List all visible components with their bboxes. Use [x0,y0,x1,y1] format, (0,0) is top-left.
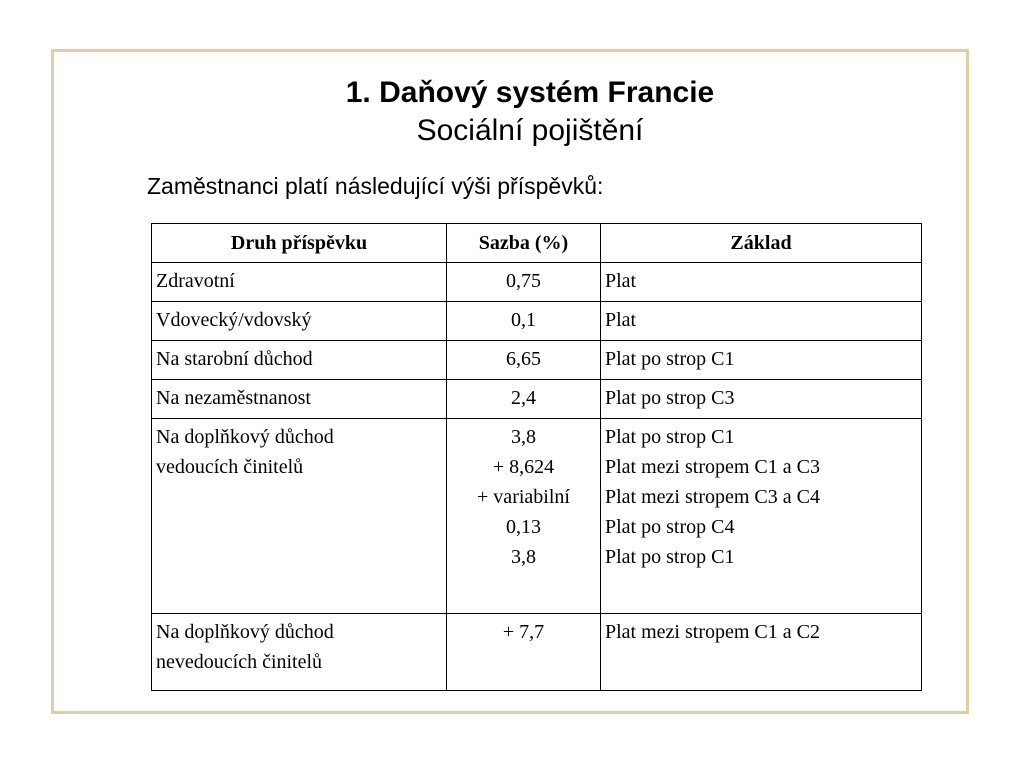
table-header-row [152,224,922,263]
cell-contribution-type-line: Vdovecký/vdovský [156,309,312,331]
table-row [152,263,922,302]
cell-contribution-type [152,302,447,341]
cell-rate-line: 0,13 [506,516,541,538]
cell-rate-line: + variabilní [477,486,570,508]
cell-rate-line: 2,4 [511,387,536,409]
cell-contribution-type-line: nevedoucích činitelů [156,651,323,673]
contributions-table [151,223,922,691]
cell-base-line: Plat mezi stropem C1 a C2 [605,621,820,643]
cell-base [601,263,922,302]
cell-contribution-type-line: Zdravotní [156,270,235,292]
cell-base-line: Plat po strop C4 [605,516,735,538]
cell-base [601,419,922,614]
cell-rate [447,380,601,419]
header-rate: Sazba (%) [447,224,601,263]
cell-contribution-type [152,380,447,419]
cell-base-line: Plat po strop C1 [605,348,735,370]
cell-rate-line: 3,8 [511,426,536,448]
cell-contribution-type-line: Na doplňkový důchod [156,426,334,448]
cell-contribution-type-line: Na nezaměstnanost [156,387,311,409]
cell-base-line: Plat mezi stropem C3 a C4 [605,486,820,508]
table-row [152,341,922,380]
cell-base-line: Plat mezi stropem C1 a C3 [605,456,820,478]
cell-base-line: Plat po strop C1 [605,546,735,568]
cell-rate-line: 0,1 [511,309,536,331]
cell-rate-line: 3,8 [511,546,536,568]
cell-rate-line: 6,65 [506,348,541,370]
cell-contribution-type-line: vedoucích činitelů [156,456,304,478]
cell-rate [447,341,601,380]
cell-contribution-type [152,419,447,614]
cell-rate [447,263,601,302]
header-contribution-type: Druh příspěvku [152,224,447,263]
cell-base-line: Plat po strop C3 [605,387,735,409]
cell-contribution-type [152,614,447,691]
slide-title: 1. Daňový systém Francie [345,76,715,109]
cell-rate [447,614,601,691]
cell-base [601,380,922,419]
cell-rate-line: + 7,7 [502,621,545,643]
table-row [152,614,922,691]
title-block [0,74,1024,150]
cell-base [601,614,922,691]
cell-rate [447,302,601,341]
cell-base [601,341,922,380]
cell-base-line: Plat [605,270,637,292]
cell-rate [447,419,601,614]
table-row [152,302,922,341]
slide-subtitle: Sociální pojištění [416,114,644,147]
table-row [152,380,922,419]
cell-rate-line: 0,75 [506,270,541,292]
cell-base-line: Plat po strop C1 [605,426,735,448]
cell-contribution-type [152,341,447,380]
cell-base [601,302,922,341]
table-row [152,419,922,614]
header-base: Základ [601,224,922,263]
cell-contribution-type-line: Na doplňkový důchod [156,621,334,643]
cell-rate-line: + 8,624 [492,456,555,478]
cell-contribution-type-line: Na starobní důchod [156,348,313,370]
cell-contribution-type [152,263,447,302]
intro-text: Zaměstnanci platí následující výši příspěvků: [147,173,604,199]
cell-base-line: Plat [605,309,637,331]
